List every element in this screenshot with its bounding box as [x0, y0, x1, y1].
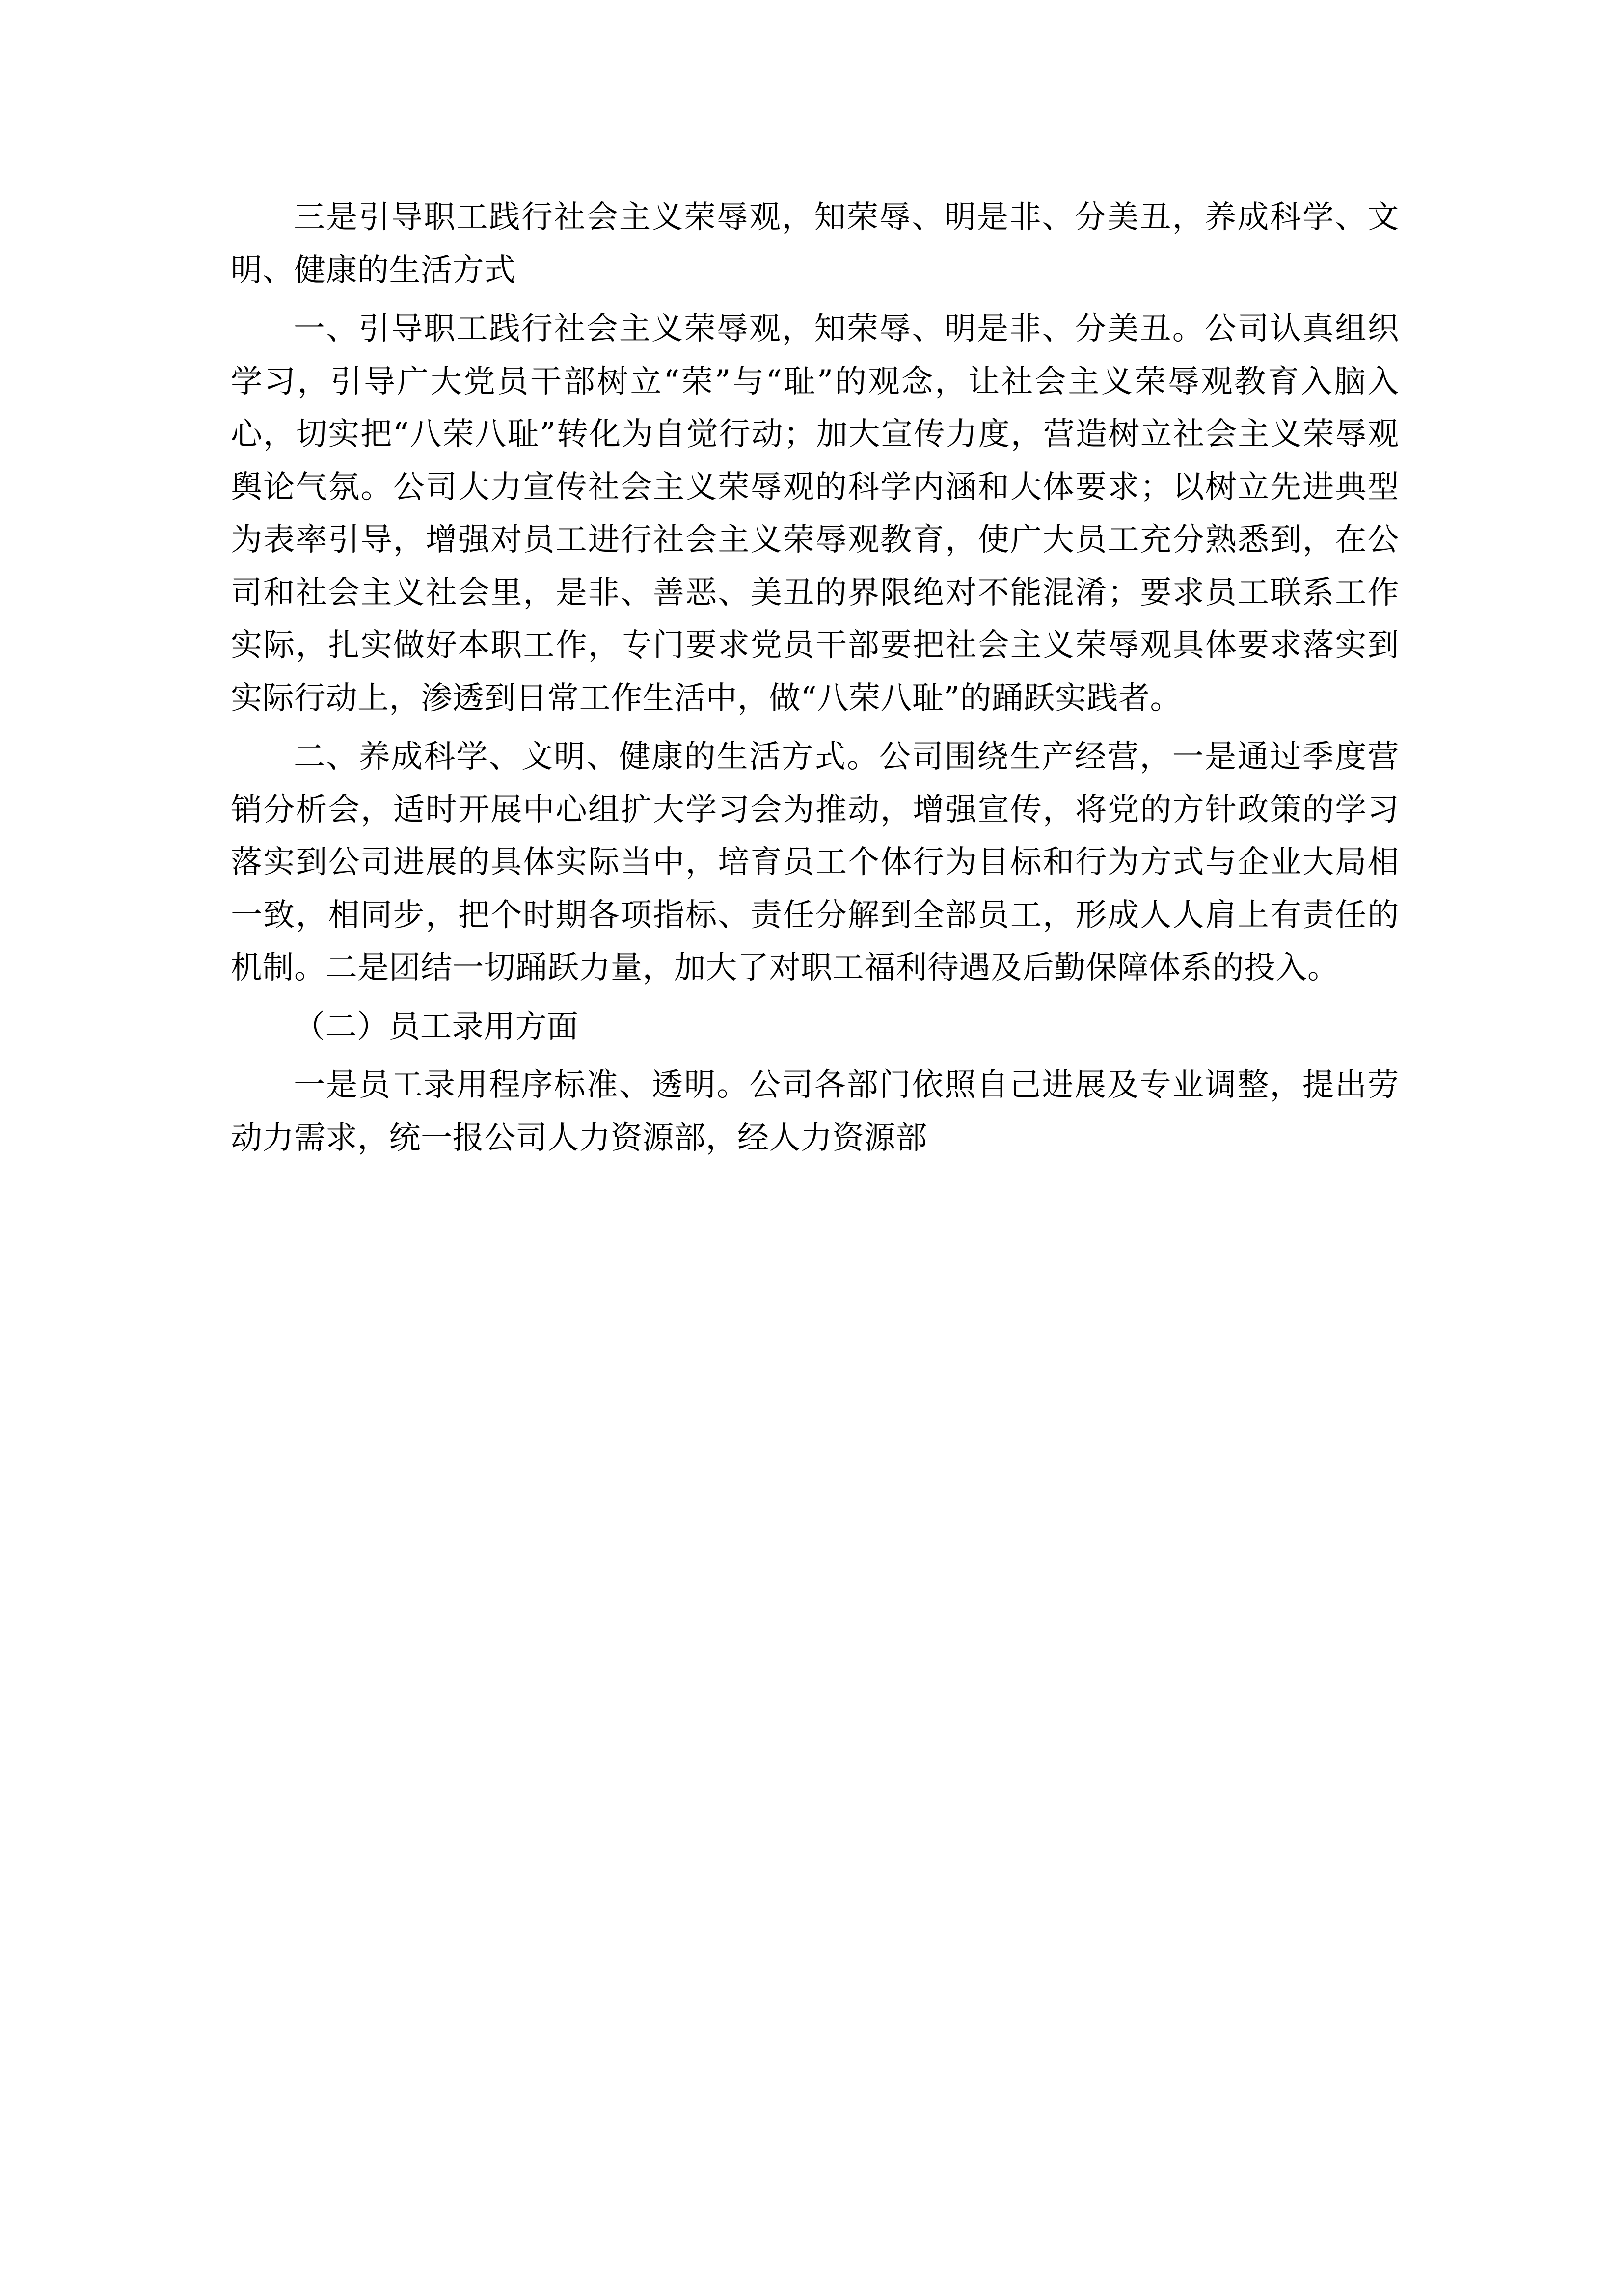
paragraph-section-one: 一、引导职工践行社会主义荣辱观，知荣辱、明是非、分美丑。公司认真组织学习，引导广大党员干部树立“荣”与“耻”的观念，让社会主义荣辱观教育入脑入心，切实把“八荣八耻”转化为自觉行动；加大宣传力度，营造树立社会主义荣辱观舆论气氛。公司大力宣传社会主义荣辱观的科学内涵和大体要求；以树立先进典型为表率引导，增强对员工进行社会主义荣辱观教育，使广大员工充分熟悉到，在公司和社会主义社会里，是非、善恶、美丑的界限绝对不能混淆；要求员工联系工作实际，扎实做好本职工作，专门要求党员干部要把社会主义荣辱观具体要求落实到实际行动上，渗透到日常工作生活中，做“八荣八耻”的踊跃实践者。 — [231, 311, 1399, 717]
paragraph-subheading-two: （二）员工录用方面 — [294, 1008, 579, 1045]
paragraph-heading: 三是引导职工践行社会主义荣辱观，知荣辱、明是非、分美丑，养成科学、文明、健康的生活方式 — [231, 199, 1399, 289]
paragraph-section-three: 一是员工录用程序标准、透明。公司各部门依照自己进展及专业调整，提出劳动力需求，统一报公司人力资源部，经人力资源部 — [231, 1067, 1399, 1156]
document-body — [231, 191, 1399, 1165]
paragraph-section-two: 二、养成科学、文明、健康的生活方式。公司围绕生产经营，一是通过季度营销分析会，适时开展中心组扩大学习会为推动，增强宣传，将党的方针政策的学习落实到公司进展的具体实际当中，培育员工个体行为目标和行为方式与企业大局相一致，相同步，把个时期各项指标、责任分解到全部员工，形成人人肩上有责任的机制。二是团结一切踊跃力量，加大了对职工福利待遇及后勤保障体系的投入。 — [231, 739, 1399, 987]
